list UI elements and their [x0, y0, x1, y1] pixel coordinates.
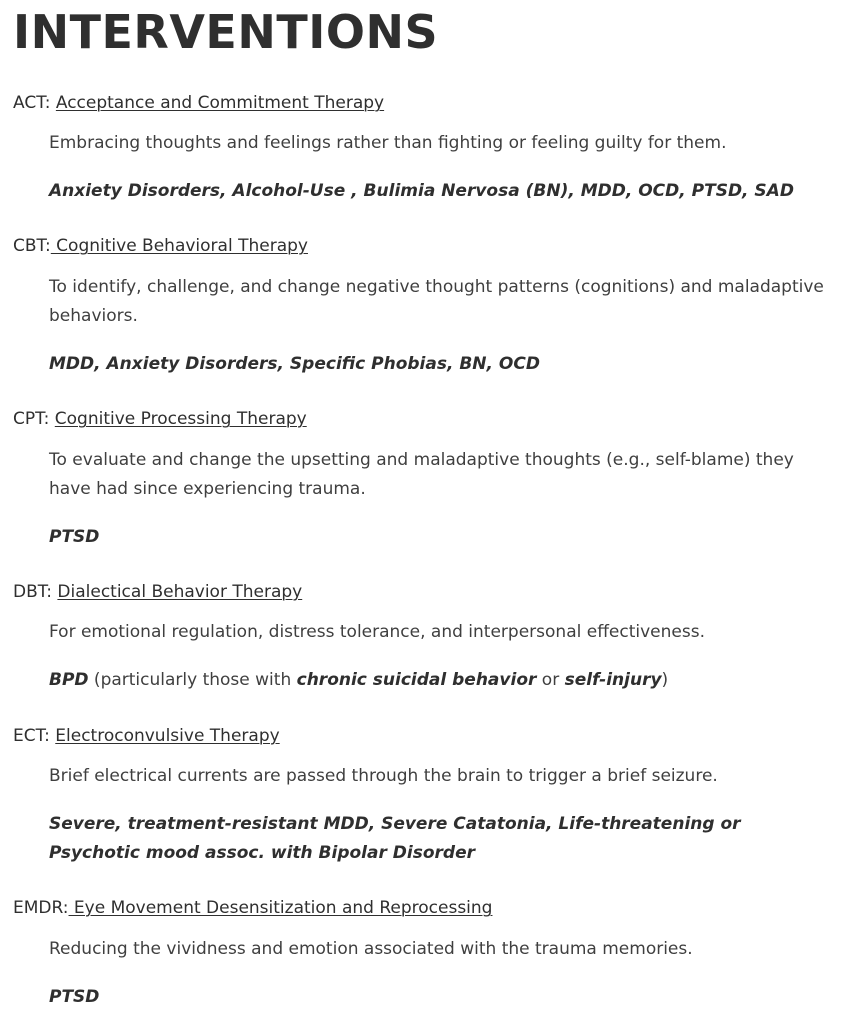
term-abbr: CPT: [13, 409, 55, 429]
term-link-ect[interactable]: Electroconvulsive Therapy [55, 726, 280, 746]
term-link-cpt[interactable]: Cognitive Processing Therapy [54, 409, 307, 429]
condition-note: (particularly those with [88, 670, 297, 690]
page-title: INTERVENTIONS [13, 5, 439, 59]
term-link-act[interactable]: Acceptance and Commitment Therapy [55, 93, 385, 113]
condition-suicidal: chronic suicidal behavior [296, 670, 537, 690]
term-link-cbt[interactable]: Cognitive Behavioral Therapy [50, 236, 308, 256]
conditions-dbt [49, 666, 829, 695]
term-abbr: DBT: [13, 582, 58, 602]
term-dbt [13, 581, 302, 603]
term-abbr: ACT: [13, 93, 56, 113]
condition-self-injury: self-injury [564, 670, 662, 690]
term-cbt [13, 235, 308, 257]
conditions-cpt: PTSD [49, 527, 100, 547]
description-emdr: Reducing the vividness and emotion associated with the trauma memories. [49, 939, 693, 959]
description-cbt: To identify, challenge, and change negative thought patterns (cognitions) and maladaptive behaviors. [49, 277, 824, 326]
description-ect: Brief electrical currents are passed through the brain to trigger a brief seizure. [49, 766, 718, 786]
conditions-act: Anxiety Disorders, Alcohol-Use , Bulimia Nervosa (BN), MDD, OCD, PTSD, SAD [49, 181, 794, 201]
description-dbt: For emotional regulation, distress tolerance, and interpersonal effectiveness. [49, 622, 705, 642]
condition-close: ) [661, 670, 669, 690]
condition-bpd: BPD [49, 670, 89, 690]
conditions-ect: Severe, treatment-resistant MDD, Severe Catatonia, Life-threatening or Psychotic mood assoc. with Bipolar Disorder [49, 814, 741, 863]
term-link-emdr[interactable]: Eye Movement Desensitization and Reprocessing [68, 898, 493, 918]
term-act [13, 92, 384, 114]
conditions-cbt: MDD, Anxiety Disorders, Specific Phobias, BN, OCD [49, 354, 540, 374]
term-cpt [13, 408, 307, 430]
term-abbr: CBT: [13, 236, 51, 256]
condition-or: or [536, 670, 565, 690]
term-abbr: EMDR: [13, 898, 69, 918]
term-abbr: ECT: [13, 726, 56, 746]
term-ect [13, 725, 280, 747]
term-emdr [13, 897, 492, 919]
description-cpt: To evaluate and change the upsetting and maladaptive thoughts (e.g., self-blame) they have had since experiencing trauma. [49, 450, 794, 499]
description-act: Embracing thoughts and feelings rather than fighting or feeling guilty for them. [49, 133, 727, 153]
term-link-dbt[interactable]: Dialectical Behavior Therapy [57, 582, 303, 602]
conditions-emdr: PTSD [49, 987, 100, 1007]
